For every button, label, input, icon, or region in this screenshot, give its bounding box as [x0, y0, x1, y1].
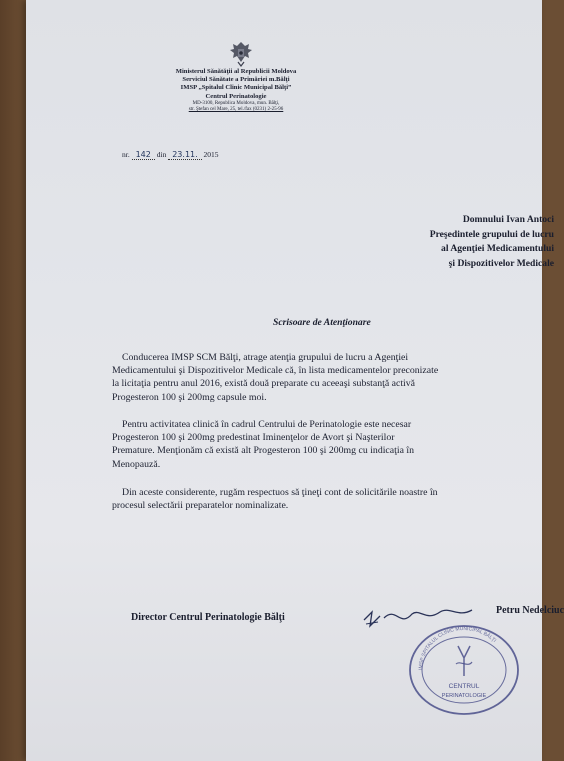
addressee-name: Domnului Ivan Antoci: [462, 214, 554, 225]
paragraph-3: [112, 486, 557, 512]
addressee-agency: al Agenţiei Medicamentului: [441, 243, 554, 254]
reference-date: 23.11.: [168, 150, 201, 160]
stamp-center-text: CENTRUL: [448, 683, 480, 690]
paragraph-2: [112, 418, 557, 471]
paragraph-line: Menopauză.: [112, 458, 161, 470]
paragraph-line: Medicamentului şi Dispozitivelor Medicale că, în lista medicamentelor preconizate: [112, 365, 439, 377]
reference-nr-label: nr.: [122, 150, 130, 159]
letter-title: Scrisoare de Atenţionare: [273, 317, 371, 328]
signature-role: Director Centrul Perinatologie Bălţi: [131, 612, 285, 623]
paragraph-line: la licitaţia pentru anul 2016, există două preparate cu aceeaşi substanţă activă: [112, 378, 416, 390]
addressee-title: Preşedintele grupului de lucru: [429, 228, 554, 240]
reference-line: [122, 150, 219, 160]
reference-number: 142: [132, 150, 155, 160]
letter-page: [26, 0, 564, 761]
paragraph-line: procesul selectării preparatelor nominalizate.: [112, 500, 289, 512]
letterhead-ministry: Ministerul Sănătăţii al Republicii Moldova: [175, 68, 297, 75]
institution-stamp-icon: [398, 618, 530, 718]
letterhead-address: MD-3100, Republica Moldova, mun. Bălţi,: [192, 100, 280, 106]
letterhead: [136, 68, 336, 114]
paragraph-line: Conducerea IMSP SCM Bălţi, atrage atenţia grupului de lucru a Agenţiei: [122, 352, 409, 363]
paragraph-1: [112, 351, 557, 404]
stamp-bottom-text: PERINATOLOGIE: [441, 693, 487, 699]
paragraph-line: Din aceste considerente, rugăm respectuos să ţineţi cont de solicitările noastre în: [122, 487, 438, 498]
addressee-block: [384, 213, 554, 271]
letterhead-street-phone: str. Ştefan cel Mare, 25, tel./fax (0231) 2-25-96: [188, 107, 284, 113]
paragraph-line: Premature. Menţionăm că există alt Progesteron 100 şi 200mg cu indicaţia în: [112, 445, 414, 457]
reference-year: 2015: [203, 150, 219, 159]
paragraph-line: Pentru activitatea clinică în cadrul Centrului de Perinatologie este necesar: [122, 419, 412, 430]
paragraph-line: Progesteron 100 şi 200mg capsule moi.: [112, 391, 267, 403]
paragraph-line: Progesteron 100 şi 200mg predestinat Iminenţelor de Avort şi Naşterilor: [112, 432, 395, 444]
addressee-agency-cont: şi Dispozitivelor Medicale: [448, 257, 554, 269]
signer-name: Petru Nedelciuc: [496, 605, 564, 616]
letterhead-hospital: IMSP „Spitalul Clinic Municipal Bălţi”: [180, 84, 292, 92]
reference-din-label: din: [156, 150, 167, 159]
stamp-ring-text: IMSP SPITALUL CLINIC MUNICIPAL BĂLŢI: [417, 625, 498, 671]
coat-of-arms-icon: [227, 40, 255, 68]
letterhead-service: Serviciul Sănătate a Primăriei m.Bălţi: [182, 76, 290, 84]
letterhead-center: Centrul Perinatologie: [205, 92, 267, 100]
